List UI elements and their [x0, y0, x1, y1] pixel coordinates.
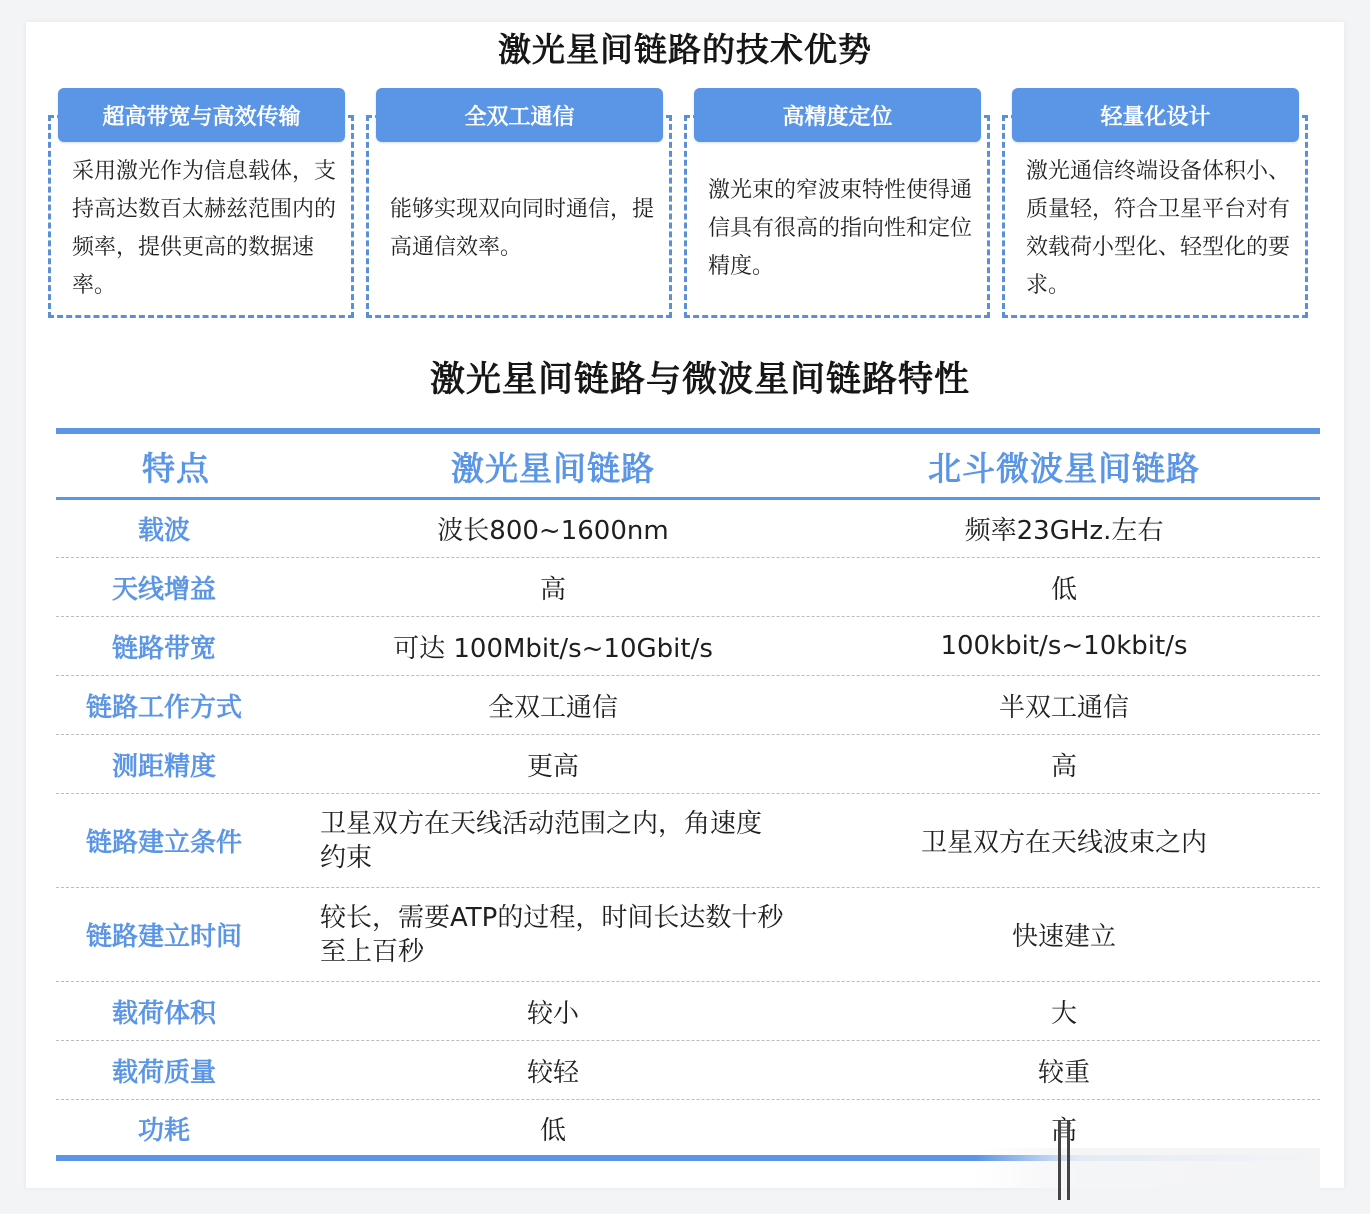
comparison-table-title: 激光星间链路与微波星间链路特性: [429, 360, 970, 400]
table-top-rule: [56, 428, 1320, 434]
table-cell-microwave: 快速建立: [1011, 922, 1116, 952]
table-cell-laser: 较长，需要ATP的过程，时间长达数十秒至上百秒: [320, 902, 784, 967]
table-cell-laser: 较轻: [526, 1057, 579, 1088]
table-cell-feature: 测距精度: [111, 751, 216, 782]
table-cell-laser: 全双工通信: [487, 692, 618, 723]
table-cell-laser: 卫星双方在天线活动范围之内，角速度约束: [320, 808, 763, 873]
table-header-laser: 激光星间链路: [451, 448, 655, 488]
table-cell-feature: 功耗: [137, 1115, 190, 1146]
advantage-card-title: 全双工通信: [376, 88, 663, 142]
table-cell-microwave: 高: [1050, 1115, 1077, 1146]
bottom-fade-overlay: [975, 1148, 1320, 1203]
table-header-microwave: 北斗微波星间链路: [928, 448, 1200, 488]
table-cell-laser: 较小: [526, 998, 579, 1029]
advantage-card-title: 轻量化设计: [1012, 88, 1299, 142]
table-cell-microwave: 低: [1050, 574, 1077, 605]
table-cell-microwave: 频率23GHz.左右: [964, 516, 1164, 546]
table-cell-microwave: 卫星双方在天线波束之内: [920, 828, 1207, 858]
table-cell-laser: 可达 100Mbit/s~10Gbit/s: [393, 633, 713, 664]
advantage-card-text: 采用激光作为信息载体，支持高达数百太赫兹范围内的频率，提供更高的数据速率。: [72, 159, 337, 298]
table-cell-feature: 载荷质量: [111, 1057, 216, 1088]
table-cell-feature: 链路带宽: [111, 633, 216, 664]
advantage-card-title: 高精度定位: [694, 88, 981, 142]
advantage-card-title: 超高带宽与高效传输: [58, 88, 345, 142]
advantage-card-text: 激光通信终端设备体积小、质量轻，符合卫星平台对有效载荷小型化、轻型化的要求。: [1026, 159, 1291, 298]
text-cursor-icon: [1058, 1120, 1070, 1200]
table-cell-microwave: 较重: [1037, 1057, 1090, 1088]
advantage-card-text: 激光束的窄波束特性使得通信具有很高的指向性和定位精度。: [708, 178, 973, 279]
table-cell-feature: 载荷体积: [111, 998, 216, 1029]
table-cell-feature: 天线增益: [111, 574, 216, 605]
table-cell-laser: 高: [539, 574, 566, 605]
table-header-feature: 特点: [142, 448, 210, 488]
table-cell-microwave: 高: [1050, 751, 1077, 782]
table-cell-laser: 更高: [526, 751, 579, 782]
table-cell-microwave: 半双工通信: [998, 692, 1129, 723]
table-cell-feature: 链路工作方式: [85, 692, 242, 723]
table-cell-feature: 链路建立条件: [85, 828, 242, 858]
table-cell-feature: 链路建立时间: [85, 922, 242, 952]
table-cell-feature: 载波: [137, 516, 190, 546]
advantage-card-text: 能够实现双向同时通信，提高通信效率。: [390, 197, 655, 260]
table-cell-laser: 低: [539, 1115, 566, 1146]
table-cell-laser: 波长800~1600nm: [437, 516, 669, 546]
table-cell-microwave: 大: [1050, 998, 1077, 1029]
advantages-title: 激光星间链路的技术优势: [498, 30, 872, 69]
table-cell-microwave: 100kbit/s~10kbit/s: [940, 631, 1188, 661]
